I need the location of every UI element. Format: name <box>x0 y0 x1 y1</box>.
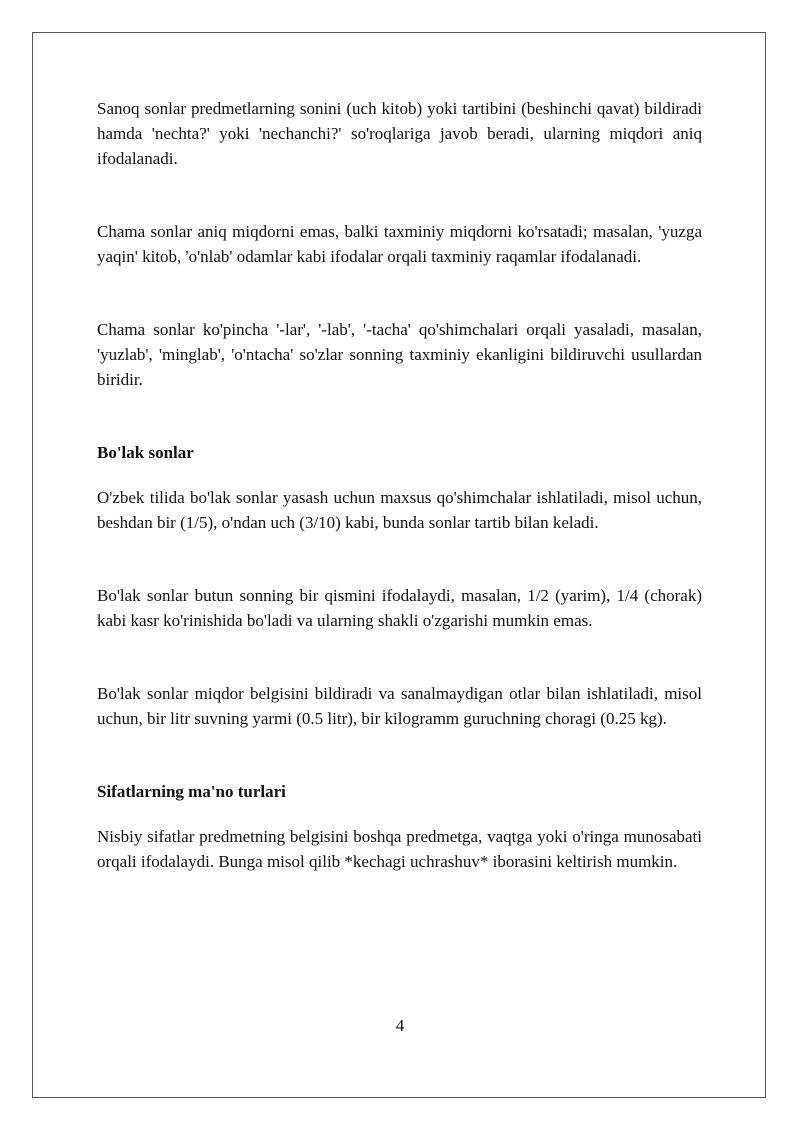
heading-sifatlar: Sifatlarning ma'no turlari <box>97 782 286 801</box>
paragraph-bolak-sonlar-3: Bo'lak sonlar miqdor belgisini bildiradi va sanalmaydigan otlar bilan ishlatiladi, misol uchun, bir litr suvning yarmi (0.5 litr), bir kilogramm guruchning choragi (0.25 kg). <box>97 684 702 728</box>
paragraph-bolak-sonlar-2: Bo'lak sonlar butun sonning bir qismini ifodalaydi, masalan, 1/2 (yarim), 1/4 (chorak) kabi kasr ko'rinishida bo'ladi va ularning shakli o'zgarishi mumkin emas. <box>97 586 702 630</box>
paragraph-bolak-sonlar-1: O'zbek tilida bo'lak sonlar yasash uchun maxsus qo'shimchalar ishlatiladi, misol uchun, beshdan bir (1/5), o'ndan uch (3/10) kabi, bunda sonlar tartib bilan keladi. <box>97 488 702 532</box>
page-number: 4 <box>395 1016 405 1035</box>
document-body <box>97 96 702 874</box>
paragraph-nisbiy-sifatlar: Nisbiy sifatlar predmetning belgisini boshqa predmetga, vaqtga yoki o'ringa munosabati orqali ifodalaydi. Bunga misol qilib *kechagi uchrashuv* iborasini keltirish mumkin. <box>97 827 702 871</box>
paragraph-sanoq-sonlar: Sanoq sonlar predmetlarning sonini (uch kitob) yoki tartibini (beshinchi qavat) bildiradi hamda 'nechta?' yoki 'nechanchi?' so'roqlariga javob beradi, ularning miqdori aniq ifodalanadi. <box>97 99 702 168</box>
paragraph-chama-sonlar-2: Chama sonlar ko'pincha '-lar', '-lab', '-tacha' qo'shimchalari orqali yasaladi, masalan, 'yuzlab', 'minglab', 'o'ntacha' so'zlar sonning taxminiy ekanligini bildiruvchi usullardan biridir. <box>97 320 702 389</box>
paragraph-chama-sonlar-1: Chama sonlar aniq miqdorni emas, balki taxminiy miqdorni ko'rsatadi; masalan, 'yuzga yaqin' kitob, 'o'nlab' odamlar kabi ifodalar orqali taxminiy raqamlar ifodalanadi. <box>97 222 702 266</box>
heading-bolak-sonlar: Bo'lak sonlar <box>97 443 194 462</box>
